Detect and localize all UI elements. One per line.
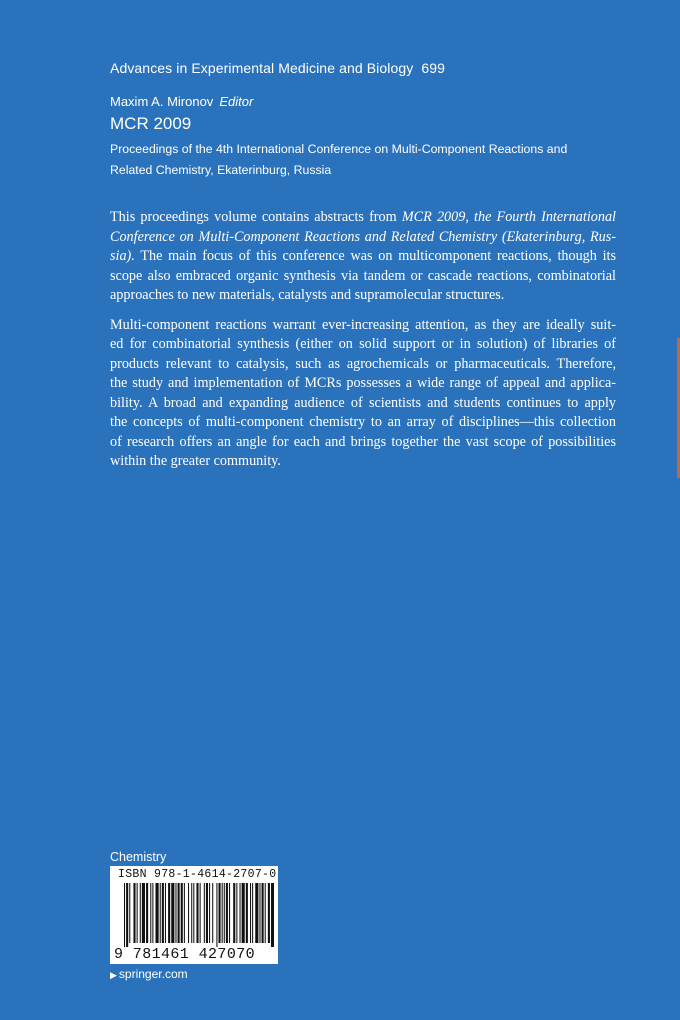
abstract-line: products relevant to catalysis, such as agrochemicals or pharmaceuticals. Therefore, — [110, 355, 616, 372]
barcode-bar — [124, 883, 125, 947]
abstract-text-segment: The main focus of this conference was on multicomponent reactions, though its — [134, 248, 616, 264]
series-name: Advances in Experimental Medicine and Biology — [110, 60, 414, 76]
abstract-line — [110, 228, 616, 248]
barcode-bar — [137, 883, 138, 943]
barcode-bar — [268, 883, 270, 943]
barcode-bar — [191, 883, 192, 943]
barcode-bars — [124, 883, 274, 947]
barcode-bar — [271, 883, 274, 947]
barcode-bar — [265, 883, 266, 943]
barcode-bar — [209, 883, 210, 943]
barcode-bar — [240, 883, 241, 943]
barcode-bar — [204, 883, 205, 943]
barcode-bar — [178, 883, 180, 943]
conference-name-italic: Conference on Multi-Component Reactions and Related Chemistry (Ekaterinburg, Rus- — [110, 228, 616, 245]
barcode-bar — [165, 883, 166, 943]
website-text: springer.com — [118, 967, 188, 981]
barcode-bar — [193, 883, 194, 943]
isbn-label: ISBN 978-1-4614-2707-0 — [118, 868, 277, 881]
barcode-bar — [152, 883, 153, 943]
barcode-bar — [188, 883, 189, 943]
abstract-line — [110, 247, 616, 267]
abstract-line: ed for combinatorial synthesis (either on solid support or in solution) of libraries of — [110, 336, 616, 352]
subtitle-line: Proceedings of the 4th International Conference on Multi-Component Reactions and — [110, 142, 568, 156]
barcode-bar — [236, 883, 237, 943]
barcode-bar — [160, 883, 161, 943]
abstract-line: the study and implementation of MCRs possesses a wide range of appeal and applica- — [110, 375, 616, 391]
barcode-bar — [133, 883, 135, 943]
barcode-bar — [142, 883, 145, 943]
conference-name-italic: MCR 2009, the Fourth International — [401, 209, 616, 225]
subject-category: Chemistry — [110, 850, 167, 864]
barcode-bar — [250, 883, 251, 943]
abstract-line: scope also embraced organic synthesis via tandem or cascade reactions, combinatorial — [110, 267, 616, 284]
arrow-icon: ▶ — [110, 970, 117, 980]
barcode-bar — [255, 883, 258, 943]
barcode-bar — [242, 883, 245, 943]
editor-line — [110, 94, 253, 109]
barcode-bar — [226, 883, 228, 943]
publisher-website[interactable] — [110, 967, 188, 981]
barcode-bar — [156, 883, 159, 943]
editor-name: Maxim A. Mironov — [110, 94, 214, 109]
barcode-bar — [140, 883, 141, 943]
abstract-line — [110, 208, 616, 228]
barcode-bar — [246, 883, 248, 943]
abstract-paragraph-2 — [110, 316, 616, 472]
abstract-line: the concepts of multi-component chemistry to an array of disciplines—this collection — [110, 414, 616, 430]
barcode-bar — [206, 883, 208, 943]
abstract-line: Multi-component reactions warrant ever-increasing attention, as they are ideally suit- — [110, 316, 616, 333]
barcode-bar — [146, 883, 148, 943]
barcode-bar — [181, 883, 183, 943]
barcode-bar — [162, 883, 164, 943]
abstract-line: within the greater community. — [110, 453, 281, 469]
abstract-text-segment: This proceedings volume contains abstracts from — [110, 209, 402, 225]
series-line — [110, 60, 445, 76]
editor-role: Editor — [219, 94, 254, 109]
abstract-paragraph-1 — [110, 208, 616, 306]
isbn-barcode — [110, 866, 278, 964]
barcode-bar — [196, 883, 198, 943]
abstract-line: approaches to new materials, catalysts and supramolecular structures. — [110, 287, 505, 303]
barcode-bar — [233, 883, 235, 943]
book-subtitle — [110, 139, 580, 181]
barcode-bar — [219, 883, 221, 943]
series-volume: 699 — [421, 60, 446, 76]
barcode-bar — [222, 883, 223, 943]
abstract-text — [110, 208, 616, 472]
barcode-bar — [262, 883, 264, 943]
barcode-bar — [252, 883, 253, 943]
book-title: MCR 2009 — [110, 114, 192, 133]
barcode-bar — [126, 883, 128, 947]
barcode-bar — [229, 883, 230, 943]
barcode-bar — [216, 883, 217, 947]
barcode-bar — [212, 883, 213, 943]
conference-name-italic: sia). — [110, 248, 135, 264]
barcode-bar — [224, 883, 225, 943]
barcode-bar — [150, 883, 151, 943]
barcode-bar — [129, 883, 130, 943]
barcode-digits: 9 781461 427070 — [114, 946, 256, 963]
abstract-line: of research offers an angle for each and brings together the vast scope of possibilities — [110, 433, 616, 450]
barcode-bar — [200, 883, 201, 943]
barcode-bar — [171, 883, 174, 943]
barcode-bar — [259, 883, 260, 943]
barcode-bar — [168, 883, 170, 943]
abstract-line: bility. A broad and expanding audience of scientists and students continues to apply — [110, 394, 616, 411]
barcode-bar — [184, 883, 185, 943]
subtitle-line: Related Chemistry, Ekaterinburg, Russia — [110, 163, 332, 177]
barcode-bar — [175, 883, 176, 943]
